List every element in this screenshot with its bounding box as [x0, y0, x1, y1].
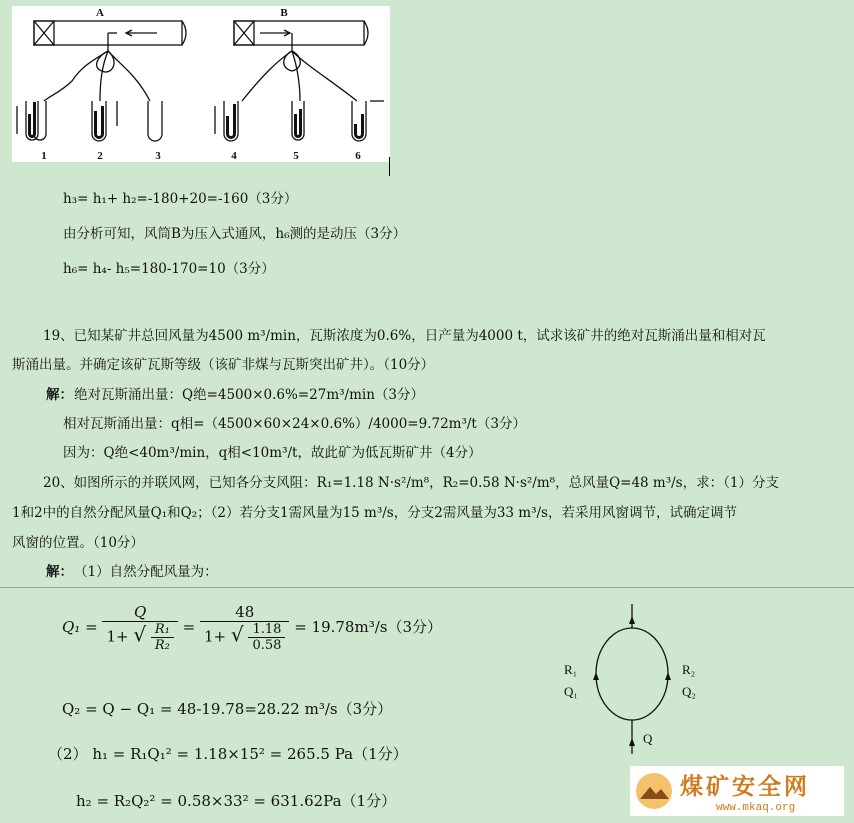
formula-q1: Q₁ = Q 1+ √ $\frac{\text{R₁}}{\text{R₂}}$ = 48 1+ √ $\frac{1.18}{0.58}$ = 19.78m³/s（3分） [62, 603, 442, 653]
h6-equation: h₆= h₄- h₅=180-170=10（3分） [63, 261, 275, 277]
analysis-line: 由分析可知，风筒B为压入式通风，h₆测的是动压（3分） [63, 226, 407, 242]
network-r2-label: R₂ [682, 662, 696, 677]
relative-gas-emission: 相对瓦斯涌出量：q相=（4500×60×24×0.6%）/4000=9.72m³/t（3分） [63, 416, 526, 432]
solution-20-step-1: （1）自然分配风量为： [74, 564, 218, 580]
solution-19-label: 解： [46, 387, 73, 403]
network-r1-label: R₁ [564, 662, 578, 677]
fan-manometer-figure [12, 6, 390, 162]
absolute-gas-emission: 绝对瓦斯涌出量：Q绝=4500×0.6%=27m³/min（3分） [74, 387, 424, 403]
q1-result: = 19.78m³/s（3分） [294, 618, 442, 636]
network-q2-label: Q₂ [682, 684, 696, 699]
q1-fraction-1: Q 1+ √ $\frac{\text{R₁}}{\text{R₂}}$ [102, 603, 177, 653]
page-separator [0, 587, 854, 588]
logo-emblem-icon [636, 773, 672, 809]
fan-b-label: B [280, 7, 288, 19]
question-20-line-1: 20、如图所示的并联风网，已知各分支风阻：R₁=1.18 N·s²/m⁸，R₂=0.58 N·s²/m⁸，总风量Q=48 m³/s，求：（1）分支 [43, 475, 779, 491]
tube-number-5: 5 [293, 150, 299, 162]
fan-a-label: A [96, 7, 104, 19]
q1-fraction-2: 48 1+ √ $\frac{1.18}{0.58}$ [200, 603, 289, 653]
network-drawing [555, 600, 705, 760]
question-19-line-1: 19、已知某矿井总回风量为4500 m³/min，瓦斯浓度为0.6%，日产量为4000 t，试求该矿井的绝对瓦斯涌出量和相对瓦 [43, 328, 766, 344]
logo-text: 煤矿安全网 [680, 773, 810, 800]
question-20-line-2: 1和2中的自然分配风量Q₁和Q₂；（2）若分支1需风量为15 m³/s，分支2需风量为33 m³/s，若采用风窗调节，试确定调节 [12, 505, 737, 521]
logo-drawing [630, 766, 844, 816]
site-logo[interactable] [630, 766, 844, 816]
parallel-network-diagram [555, 600, 705, 760]
q1-lhs: Q₁ = [62, 618, 98, 636]
gas-grade-conclusion: 因为：Q绝<40m³/min，q相<10m³/t，故此矿为低瓦斯矿井（4分） [63, 445, 482, 461]
tube-number-2: 2 [97, 150, 103, 162]
solution-20-label: 解： [46, 564, 73, 580]
formula-h1: （2） h₁ = R₁Q₁² = 1.18×15² = 265.5 Pa（1分） [48, 745, 408, 763]
network-q-label: Q [643, 731, 653, 746]
network-q1-label: Q₁ [564, 684, 578, 699]
tube-number-3: 3 [155, 150, 161, 162]
tube-number-6: 6 [355, 150, 361, 162]
question-20-line-3: 风窗的位置。（10分） [12, 535, 144, 551]
formula-q2: Q₂ = Q − Q₁ = 48-19.78=28.22 m³/s（3分） [62, 700, 393, 718]
text-cursor [389, 157, 390, 176]
logo-url: www.mkaq.org [716, 802, 796, 814]
formula-h2: h₂ = R₂Q₂² = 0.58×33² = 631.62Pa（1分） [76, 792, 397, 810]
tube-number-1: 1 [41, 150, 47, 162]
h3-equation: h₃= h₁+ h₂=-180+20=-160（3分） [63, 191, 298, 207]
tube-number-4: 4 [231, 150, 237, 162]
fan-manometer-drawing [12, 6, 390, 162]
question-19-line-2: 斯涌出量。并确定该矿瓦斯等级（该矿非煤与瓦斯突出矿井）。（10分） [12, 357, 435, 373]
